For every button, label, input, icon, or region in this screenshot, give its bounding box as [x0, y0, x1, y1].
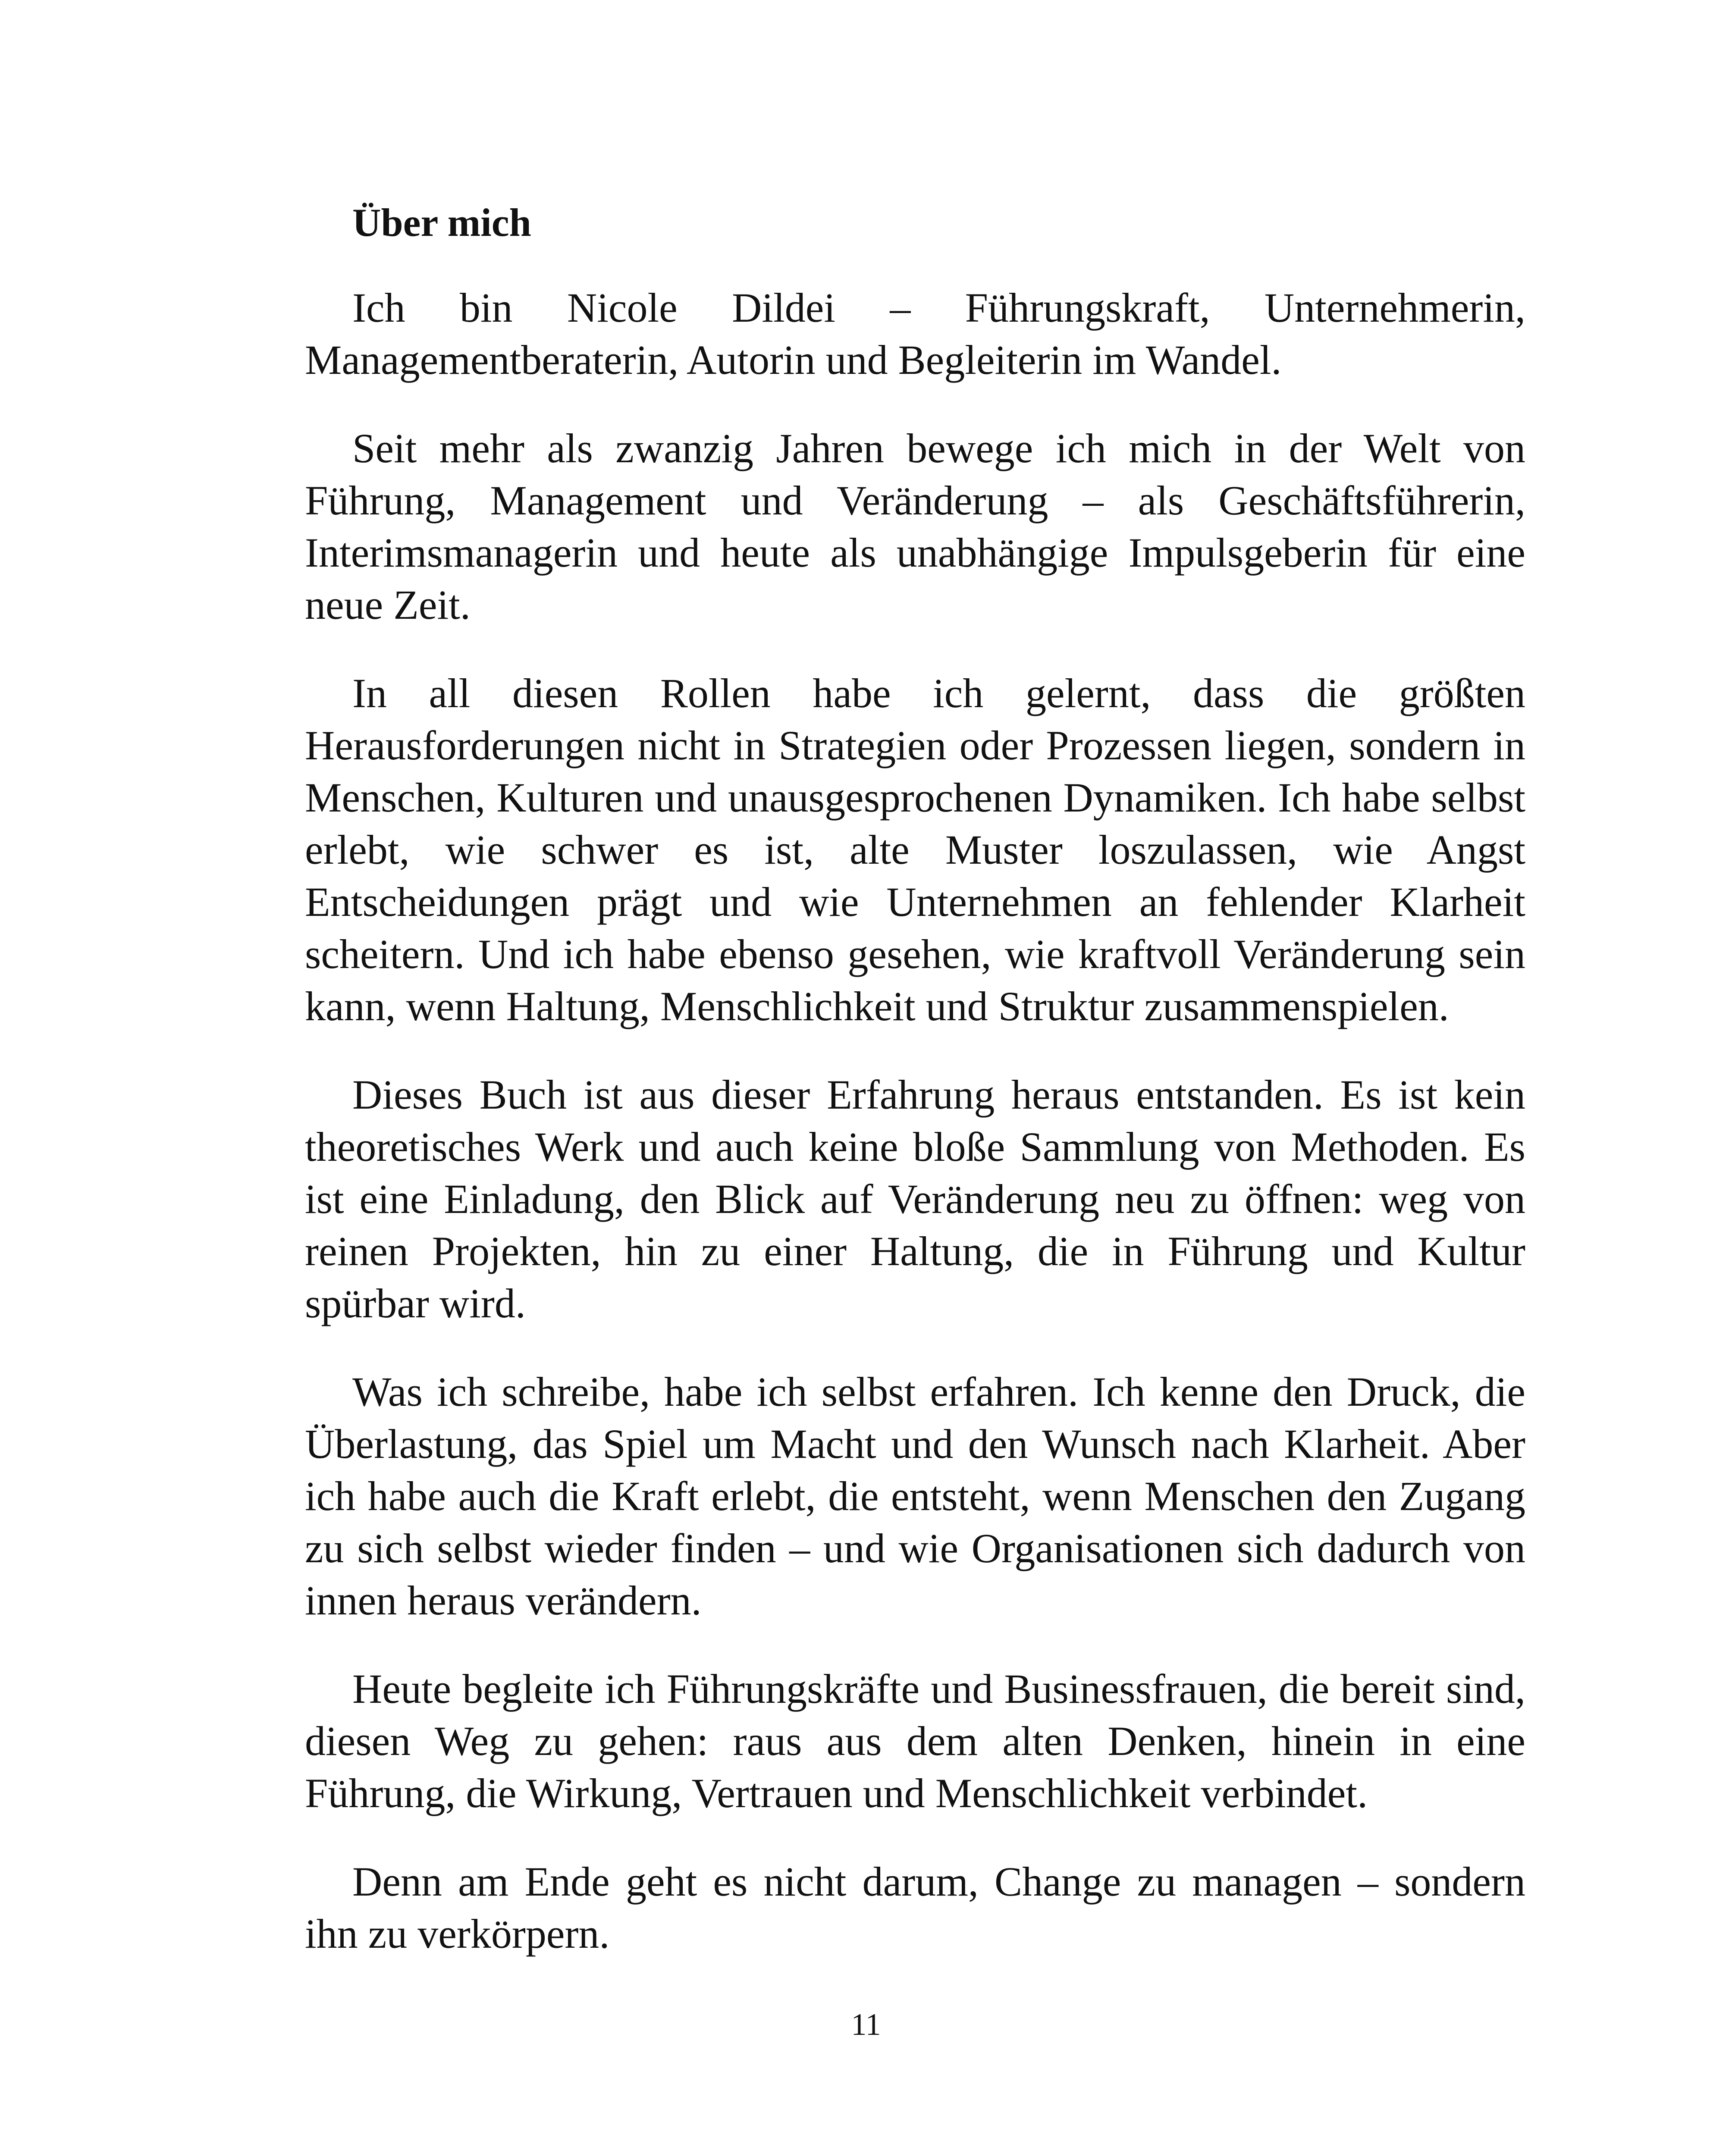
- page-number: 11: [851, 2007, 881, 2042]
- paragraph-career: Seit mehr als zwanzig Jahren bewege ich mich in der Welt von Führung, Management und Veränderung – als Geschäftsführerin, Interimsmanagerin und heute als unabhängige Impulsgeberin für eine neue Zeit.: [305, 425, 1525, 628]
- page-body: [305, 196, 1525, 1996]
- section-heading: Über mich: [352, 201, 531, 244]
- paragraph-today: Heute begleite ich Führungskräfte und Businessfrauen, die bereit sind, diesen Weg zu gehen: raus aus dem alten Denken, hinein in eine Führung, die Wirkung, Vertrauen und Menschlichkeit verbindet.: [305, 1666, 1525, 1816]
- paragraph-book: Dieses Buch ist aus dieser Erfahrung heraus entstanden. Es ist kein theoretisches Werk und auch keine bloße Sammlung von Methoden. Es ist eine Einladung, den Blick auf Veränderung neu zu öffnen: weg von reinen Projekten, hin zu einer Haltung, die in Führung und Kultur spürbar wird.: [305, 1072, 1525, 1326]
- paragraph-roles: In all diesen Rollen habe ich gelernt, dass die größten Herausforderungen nicht in Strategien oder Prozessen liegen, sondern in Menschen, Kulturen und unausgesprochenen Dynamiken. Ich habe selbst erlebt, wie schwer es ist, alte Muster loszulassen, wie Angst Entscheidungen prägt und wie Unternehmen an fehlender Klarheit scheitern. Und ich habe ebenso gesehen, wie kraftvoll Veränderung sein kann, wenn Haltung, Menschlichkeit und Struktur zusammenspielen.: [305, 670, 1525, 1029]
- paragraph-intro: Ich bin Nicole Dildei – Führungskraft, Unternehmerin, Managementberaterin, Autorin und Begleiterin im Wandel.: [305, 285, 1525, 383]
- paragraph-experience: Was ich schreibe, habe ich selbst erfahren. Ich kenne den Druck, die Überlastung, das Spiel um Macht und den Wunsch nach Klarheit. Aber ich habe auch die Kraft erlebt, die entsteht, wenn Menschen den Zugang zu sich selbst wieder finden – und wie Organisationen sich dadurch von innen heraus verändern.: [305, 1369, 1525, 1623]
- paragraph-closing: Denn am Ende geht es nicht darum, Change zu managen – sondern ihn zu verkörpern.: [305, 1858, 1525, 1957]
